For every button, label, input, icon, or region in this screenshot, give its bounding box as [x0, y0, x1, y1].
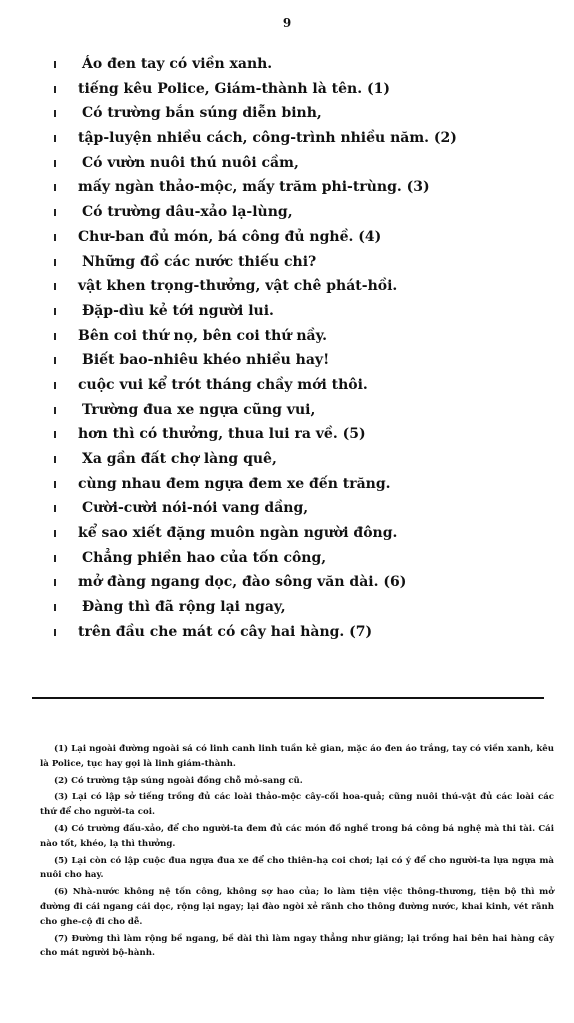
footnote: (7) Đường thì làm rộng bề ngang, bề dài thì làm ngay thẳng như giăng; lại trồng hai bên hai hàng cây cho mát người bộ-hành.: [40, 933, 554, 959]
verse-line: Chư-ban đủ món, bá công đủ nghề. (4): [60, 225, 540, 250]
page-number: 9: [282, 16, 292, 30]
verse-line: Cười-cười nói-nói vang dầng,: [60, 496, 540, 521]
verse-line: Đàng thì đã rộng lại ngay,: [60, 595, 540, 620]
footnotes: [40, 742, 554, 963]
verse-line: Có trường dâu-xảo lạ-lùng,: [60, 200, 540, 225]
verse-line: kể sao xiết đặng muôn ngàn người đông.: [60, 521, 540, 546]
verse-line: tập-luyện nhiều cách, công-trình nhiều năm. (2): [60, 126, 540, 151]
footnote: (4) Có trường đấu-xảo, để cho người-ta đem đủ các món đồ nghề trong bá công bá nghệ mà thi tài. Cái nào tốt, khéo, lạ thì thưởng.: [40, 823, 554, 849]
verse-line: Bên coi thứ nọ, bên coi thứ nầy.: [60, 324, 540, 349]
footnote: (5) Lại còn có lập cuộc đua ngựa đua xe để cho thiên-hạ coi chơi; lại có ý để cho người-ta lựa ngựa mà nuôi cho hay.: [40, 855, 554, 881]
verse-line: Biết bao-nhiêu khéo nhiều hay!: [60, 348, 540, 373]
verse-line: Đặp-dìu kẻ tới người lui.: [60, 299, 540, 324]
footnote: (6) Nhà-nước không nệ tốn công, không sợ hao của; lo làm tiện việc thông-thương, tiện bộ thì mở đường đi cái ngang cái dọc, rộng lại ngay; lại đào ngòi xẻ rãnh cho thông đường nước, khai kinh, vét rãnh cho ghe-cộ đi cho dễ.: [40, 887, 554, 927]
verse-line: vật khen trọng-thưởng, vật chê phát-hồi.: [60, 274, 540, 299]
footnote-divider: [32, 697, 544, 699]
verse-block: [60, 52, 540, 645]
verse-line: cùng nhau đem ngựa đem xe đến trăng.: [60, 472, 540, 497]
footnote: (2) Có trường tập súng ngoài đồng chỗ mỏ-sang cũ.: [54, 775, 303, 786]
verse-line: trên đầu che mát có cây hai hàng. (7): [60, 620, 540, 645]
verse-line: mấy ngàn thảo-mộc, mấy trăm phi-trùng. (3): [60, 175, 540, 200]
verse-line: Có trường bắn súng diễn binh,: [60, 101, 540, 126]
verse-line: Áo đen tay có viền xanh.: [60, 52, 540, 77]
footnote: (1) Lại ngoài đường ngoài sá có linh canh linh tuần kẻ gian, mặc áo đen áo trắng, tay có viền xanh, kêu là Police, tục hay gọi là linh giám-thành.: [40, 744, 554, 769]
verse-line: mở đàng ngang dọc, đào sông văn dài. (6): [60, 570, 540, 595]
verse-line: Có vườn nuôi thú nuôi cầm,: [60, 151, 540, 176]
footnote: (3) Lại có lập sở tiếng trồng đủ các loài thảo-mộc cây-cối hoa-quả; cũng nuôi thú-vật đủ các loài các thứ để cho người-ta coi.: [40, 792, 554, 818]
verse-line: tiếng kêu Police, Giám-thành là tên. (1): [60, 77, 540, 102]
verse-line: Xa gần đất chợ làng quê,: [60, 447, 540, 472]
verse-line: Chẳng phiền hao của tốn công,: [60, 546, 540, 571]
verse-line: cuộc vui kể trót tháng chầy mới thôi.: [60, 373, 540, 398]
verse-line: Những đồ các nước thiếu chi?: [60, 250, 540, 275]
verse-line: hơn thì có thưởng, thua lui ra về. (5): [60, 422, 540, 447]
verse-line: Trường đua xe ngựa cũng vui,: [60, 398, 540, 423]
